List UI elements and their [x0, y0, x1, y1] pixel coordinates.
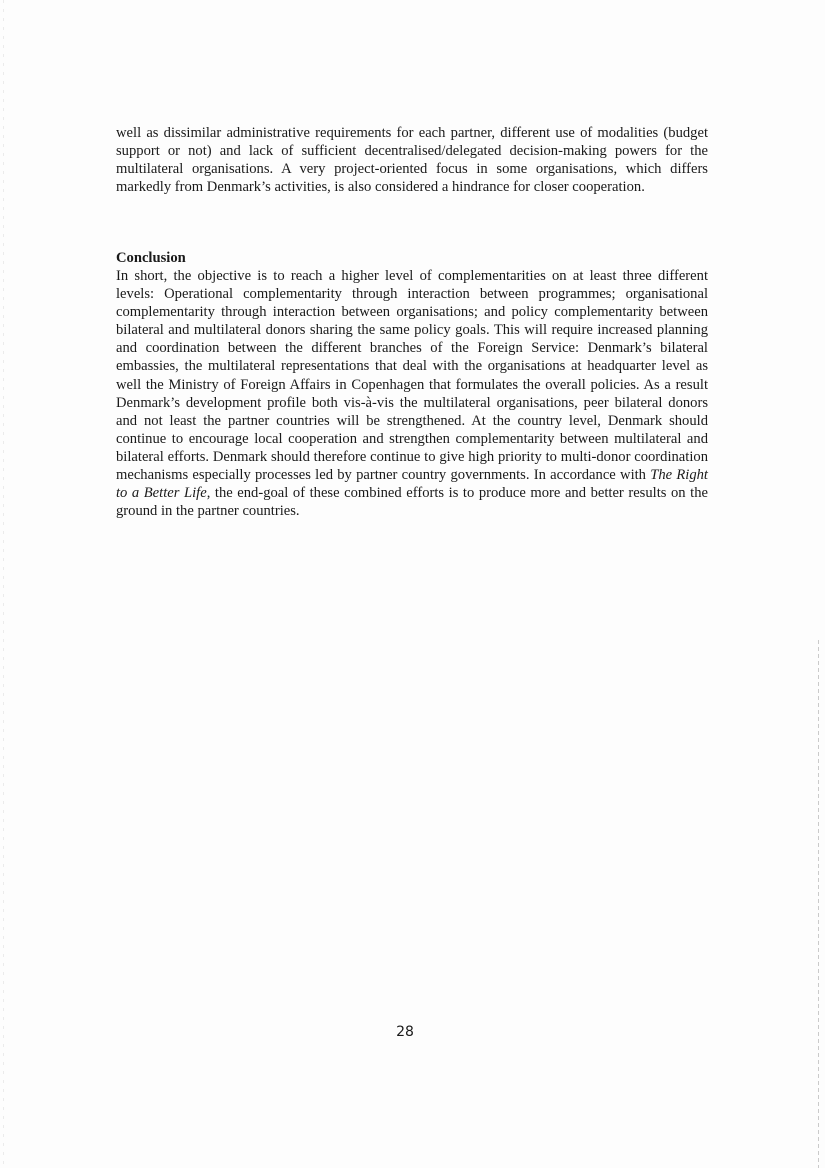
conclusion-paragraph [116, 267, 708, 520]
conclusion-text-part-2: , the end-goal of these combined efforts is to produce more and better results on the ground in the partner countries. [116, 485, 708, 520]
publication-title: The Right to a Better Life [116, 467, 708, 502]
conclusion-text-part-1: In short, the objective is to reach a higher level of complementarities on at least three different levels: Operational complementarity through interaction between programmes; organisational complementarity through interaction between organisations; and policy complementarity between bilateral and multilateral donors sharing the same policy goals. This will require increased planning and coordination between the different branches of the Foreign Service: Denmark’s bilateral embassies, the multilateral representations that deal with the organisations at headquarter level as well the Ministry of Foreign Affairs in Copenhagen that formulates the overall policies. As a result Denmark’s development profile both vis-à-vis the multilateral organisations, peer bilateral donors and not least the partner countries will be strengthened. At the country level, Denmark should continue to encourage local cooperation and strengthen complementarity between multilateral and bilateral efforts. Denmark should therefore continue to give high priority to multi-donor coordination mechanisms especially processes led by partner country governments. In accordance with [116, 268, 708, 484]
body-paragraph-hindrances: well as dissimilar administrative requirements for each partner, different use of modalities (budget support or not) and lack of sufficient decentralised/delegated decision-making powers for the multilateral organisations. A very project-oriented focus in some organisations, which differs markedly from Denmark’s activities, is also considered a hindrance for closer cooperation. [116, 125, 708, 196]
conclusion-heading: Conclusion [116, 250, 186, 266]
scan-edge-left [3, 0, 4, 1168]
page-number: 28 [396, 1024, 414, 1040]
scan-edge-right [818, 640, 819, 1168]
